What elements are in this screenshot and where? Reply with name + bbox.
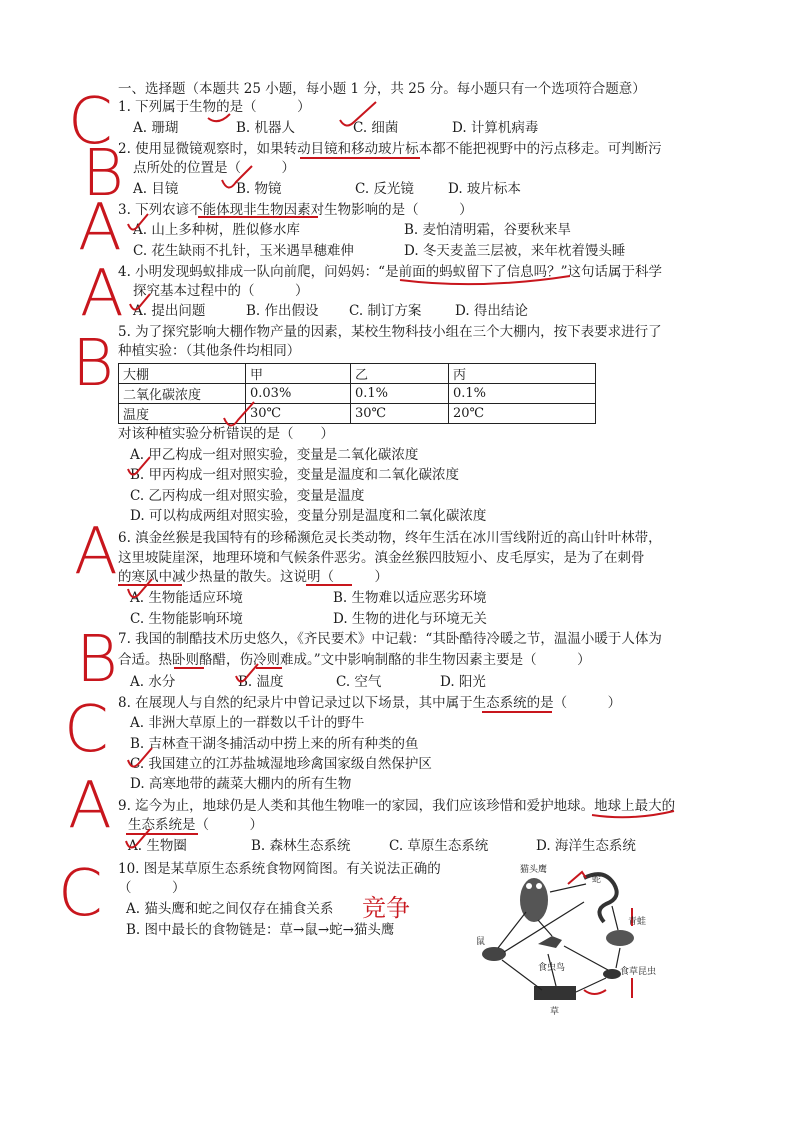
red-arrow-mark [568, 872, 586, 884]
question-3-stem: 3. 下列农谚不能体现非生物因素对生物影响的是（ ） [118, 202, 473, 218]
label-grasshopper: 食草昆虫 [620, 967, 657, 977]
check-mark [126, 829, 150, 848]
label-grass: 草 [550, 1007, 560, 1017]
q1-option-c: C. 细菌 [353, 120, 399, 136]
frog-icon [606, 930, 634, 946]
section-header: 一、选择题（本题共 25 小题，每小题 1 分，共 25 分。每小题只有一个选项符合题意） [118, 81, 646, 97]
handwritten-answer-5: B [72, 327, 114, 401]
q8-option-c: C. 我国建立的江苏盐城湿地珍禽国家级自然保护区 [130, 756, 432, 772]
q3-option-c: C. 花生缺雨不扎针，玉米遇旱穗难伸 [133, 243, 354, 259]
q4-option-d: D. 得出结论 [455, 303, 528, 319]
food-web-arrows [498, 884, 620, 992]
question-7-stem-cont: 合适。热卧则酪醋，伤冷则难成。”文中影响制酪的非生物因素主要是（ ） [118, 652, 591, 668]
table-header-cell: 乙 [351, 364, 449, 384]
question-2-stem-cont: 点所处的位置是（ ） [133, 160, 295, 176]
table-cell: 二氧化碳浓度 [119, 384, 246, 404]
q3-option-d: D. 冬天麦盖三层被，来年枕着馒头睡 [404, 243, 626, 259]
question-2-stem: 2. 使用显微镜观察时，如果转动目镜和移动玻片标本都不能把视野中的污点移走。可判断污 [118, 141, 662, 157]
check-mark [222, 166, 252, 188]
q2-option-a: A. 目镜 [133, 181, 179, 197]
handwritten-answer-3: A [78, 191, 122, 265]
table-cell: 30℃ [351, 404, 449, 424]
q2-option-b: B. 物镜 [236, 181, 282, 197]
check-mark [128, 748, 152, 767]
q8-option-d: D. 高寒地带的蔬菜大棚内的所有生物 [130, 776, 352, 792]
owl-icon [520, 878, 548, 922]
question-9-stem-cont: 生态系统是（ ） [128, 817, 263, 833]
question-10-stem: 10. 图是某草原生态系统食物网简图。有关说法正确的 [118, 861, 441, 877]
q2-option-d: D. 玻片标本 [448, 181, 521, 197]
table-cell: 20℃ [449, 404, 596, 424]
q5-option-d: D. 可以构成两组对照实验，变量分别是温度和二氧化碳浓度 [130, 508, 487, 524]
q10-option-b: B. 图中最长的食物链是：草→鼠→蛇→猫头鹰 [126, 922, 395, 938]
label-frog: 青蛙 [628, 917, 647, 927]
question-7-stem: 7. 我国的制酷技术历史悠久，《齐民要术》中记载：“其卧酷待冷暖之节，温温小暖于人体为 [118, 631, 662, 647]
table-header-cell: 大棚 [119, 364, 246, 384]
table-cell: 0.03% [246, 384, 351, 404]
question-1-stem: 1. 下列属于生物的是（ ） [118, 99, 311, 115]
q1-option-b: B. 机器人 [236, 120, 296, 136]
check-mark [130, 294, 150, 310]
table-cell: 0.1% [449, 384, 596, 404]
q3-option-b: B. 麦怕清明霜，谷要秋来旱 [404, 222, 572, 238]
q4-option-a: A. 提出问题 [133, 303, 206, 319]
question-6-stem: 6. 滇金丝猴是我国特有的珍稀濒危灵长类动物，终年生活在冰川雪线附近的高山针叶林带， [118, 530, 662, 546]
check-mark [128, 214, 148, 230]
q9-option-a: A. 生物圈 [128, 838, 187, 854]
label-owl: 猫头鹰 [520, 865, 548, 875]
label-mouse: 鼠 [476, 937, 486, 947]
q1-option-d: D. 计算机病毒 [452, 120, 539, 136]
q7-option-d: D. 阳光 [440, 674, 486, 690]
handwritten-answer-2: B [82, 137, 124, 211]
question-6-stem-cont: 这里坡陡崖深，地理环境和气候条件恶劣。滇金丝猴四肢短小、皮毛厚实，是为了在刺骨 [118, 550, 645, 566]
q7-option-a: A. 水分 [130, 674, 176, 690]
check-mark [208, 114, 230, 121]
label-snake: 蛇 [592, 875, 602, 885]
table-cell: 0.1% [351, 384, 449, 404]
q5-option-b: B. 甲丙构成一组对照实验，变量是温度和二氧化碳浓度 [130, 467, 460, 483]
handwritten-answer-4: A [80, 257, 124, 331]
table-header-cell: 甲 [246, 364, 351, 384]
underline [400, 276, 570, 284]
check-mark [224, 402, 254, 426]
q4-option-c: C. 制订方案 [349, 303, 422, 319]
q5-option-c: C. 乙丙构成一组对照实验，变量是温度 [130, 488, 365, 504]
question-8-stem: 8. 在展现人与自然的纪录片中曾记录过以下场景，其中属于生态系统的是（ ） [118, 695, 622, 711]
q6-option-c: C. 生物能影响环境 [130, 611, 243, 627]
question-4-stem: 4. 小明发现蚂蚁排成一队向前爬，问妈妈：“是前面的蚂蚁留下了信息吗？”这句话属于科学 [118, 264, 662, 280]
mouse-icon [482, 947, 506, 961]
q5-option-a: A. 甲乙构成一组对照实验，变量是二氧化碳浓度 [130, 447, 419, 463]
handwritten-answer-9: A [68, 769, 112, 843]
question-10-stem-cont: （ ） [118, 880, 186, 896]
handwritten-answer-1: C [68, 85, 113, 159]
handwritten-answer-8: C [64, 693, 109, 767]
q1-option-a: A. 珊瑚 [133, 120, 179, 136]
question-4-stem-cont: 探究基本过程中的（ ） [133, 283, 309, 299]
insectivorous-bird-icon [538, 936, 562, 948]
question-6-stem-cont2: 的寒风中减少热量的散失。这说明（ ） [118, 569, 388, 585]
q10-option-a: A. 猫头鹰和蛇之间仅存在捕食关系 [126, 901, 334, 917]
question-9-stem: 9. 迄今为止，地球仍是人类和其他生物唯一的家园，我们应该珍惜和爱护地球。地球上最大的 [118, 798, 676, 814]
check-mark [236, 664, 258, 682]
handwritten-answer-7: B [76, 623, 118, 697]
food-web-diagram [472, 862, 692, 1022]
table-cell: 温度 [119, 404, 246, 424]
check-mark [128, 457, 150, 475]
q7-option-b: B. 温度 [238, 674, 284, 690]
table-header-cell: 丙 [449, 364, 596, 384]
red-arrow-mark [584, 990, 606, 994]
q6-option-d: D. 生物的进化与环境无关 [333, 611, 487, 627]
q6-option-b: B. 生物难以适应恶劣环境 [333, 590, 487, 606]
handwritten-answer-6: A [74, 515, 118, 589]
question-5-stem-cont: 种植实验：（其他条件均相同） [118, 343, 301, 359]
question-5-stem: 5. 为了探究影响大棚作物产量的因素，某校生物科技小组在三个大棚内，按下表要求进行了 [118, 324, 662, 340]
q9-option-c: C. 草原生态系统 [389, 838, 489, 854]
q4-option-b: B. 作出假设 [246, 303, 319, 319]
q9-option-d: D. 海洋生态系统 [536, 838, 636, 854]
q7-option-c: C. 空气 [336, 674, 382, 690]
check-mark [128, 579, 152, 597]
question-5-question: 对该种植实验分析错误的是（ ） [118, 426, 334, 442]
table-cell: 30℃ [246, 404, 351, 424]
handwritten-note: 竞争 [362, 894, 410, 922]
q3-option-a: A. 山上多种树，胜似修水库 [133, 222, 300, 238]
q8-option-a: A. 非洲大草原上的一群数以千计的野牛 [130, 715, 365, 731]
q8-option-b: B. 吉林查干湖冬捕活动中捞上来的所有种类的鱼 [130, 736, 419, 752]
underline [592, 811, 674, 817]
check-mark [340, 102, 376, 126]
q2-option-c: C. 反光镜 [355, 181, 414, 197]
q6-option-a: A. 生物能适应环境 [130, 590, 243, 606]
handwritten-answer-10: C [58, 857, 103, 931]
q9-option-b: B. 森林生态系统 [251, 838, 351, 854]
label-insectivorous-bird: 食虫鸟 [538, 963, 566, 973]
